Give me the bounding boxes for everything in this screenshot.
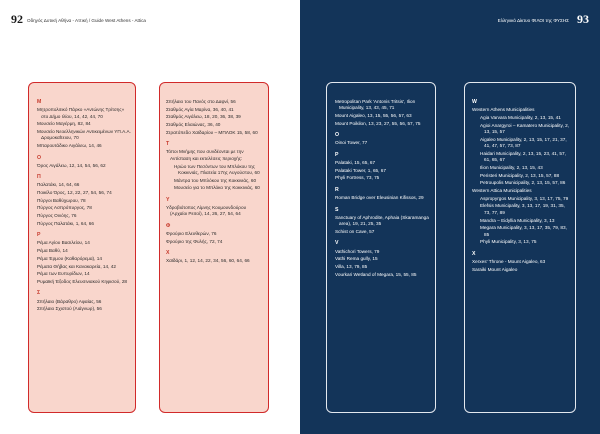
- index-entry: Σπήλαιο Σχιστού (Λιάγνωρ), 56: [37, 306, 102, 312]
- index-subentry: Ηρώο των Πεσόντων του Μπλόκου της Κοκκινιάς, Πλατεία 17ης Αυγούστου, 60: [174, 163, 260, 175]
- index-entry: Mount Aigaleo, 13, 15, 55, 56, 57, 63: [335, 113, 412, 119]
- index-entry: Western Athens Municipalities: [472, 107, 535, 113]
- index-letter-heading: Υ: [166, 196, 170, 203]
- index-entry: Mount Poikilon, 13, 23, 27, 55, 56, 57, 75: [335, 120, 421, 126]
- index-entry: Παλατάκι, 14, 64, 66: [37, 182, 80, 188]
- index-letter-heading: R: [335, 186, 339, 193]
- index-entry: Xerxes' Throne - Mount Aigaleo, 63: [472, 258, 546, 264]
- index-entry: Western Attica Municipalities: [472, 188, 532, 193]
- running-header: Ελληνικό Δίκτυο ΦΙΛΟΙ της ΦΥΣΗΣ: [497, 18, 569, 23]
- page-number: 92: [11, 12, 23, 26]
- index-entry: Schist on Cave, 57: [335, 228, 375, 234]
- index-entry: Ρέμα Έρμου (Καθαρόρεμα), 14: [37, 255, 102, 261]
- index-subentry: Elefsis Municipality, 3, 13, 17, 19, 31, 35, 73, 77, 89: [480, 203, 565, 215]
- index-letter-heading: W: [472, 99, 477, 105]
- index-entry: Μητροπολιτικό Πάρκο «Αντώνης Τρίτσης» στο Δήμο Ιλίου, 14, 42, 44, 70: [37, 107, 125, 119]
- index-entry: Vathi Rema gully, 15: [335, 256, 378, 262]
- index-letter-heading: X: [472, 250, 476, 257]
- right-page: [300, 0, 600, 434]
- index-entry: Ρυμαϊκή Έξοδος Ελευσινιακού Κηφισού, 28: [37, 278, 128, 284]
- index-entry: Villa, 13, 79, 85: [335, 263, 368, 269]
- index-entry: Palataki Tower, 1, 65, 67: [335, 167, 386, 173]
- index-letter-heading: O: [335, 132, 340, 139]
- index-entry: Όρος Αιγάλεω, 12, 14, 54, 56, 62: [37, 162, 106, 168]
- index-entry: Σταθμός Αγία Μαρίνα, 36, 40, 41: [166, 106, 234, 112]
- index-subentry: Megara Municipality, 3, 13, 17, 35, 79, 83, 85: [480, 225, 567, 237]
- index-entry: Σπήλαιο του Πανός στο Δαφνί, 56: [166, 99, 236, 104]
- index-entry: Saraiki Mount Aigaleo: [472, 266, 518, 272]
- index-entry: Σταθμός Ελαιώνας, 36, 40: [166, 122, 221, 128]
- index-entry: Πύργος Ασπρόπυργος, 78: [37, 205, 92, 211]
- index-subentry: Μάντρα του Μπλόκου της Κοκκινιάς, 60: [174, 177, 257, 183]
- index-letter-heading: Χ: [166, 250, 170, 257]
- index-entry: Metropolitan Park 'Antonis Tritsis', Ilion Municipality, 13, 43, 45, 71: [335, 99, 416, 111]
- index-entry: Πύργος Οινόης, 76: [37, 213, 77, 219]
- index-letter-heading: Σ: [37, 290, 41, 297]
- index-subentry: Agia Varvara Municipality, 2, 13, 15, 41: [480, 114, 561, 120]
- index-letter-heading: Ο: [37, 154, 42, 161]
- index-subentry: Agioi Anargyroi – Kamatero Municipality, 2, 13, 15, 57: [480, 122, 570, 134]
- page-number: 93: [577, 12, 589, 26]
- index-entry: Στρατόπεδο Χαϊδαρίου – ΜΠΛΟΚ 15, 58, 60: [166, 129, 258, 135]
- index-entry: Sanctuary of Aphrodite, Aphaia (Skaramanga area), 19, 21, 25, 35: [335, 214, 429, 227]
- index-subentry: Ilion Municipality, 2, 13, 15, 43: [480, 164, 543, 170]
- index-column-4: [472, 99, 572, 274]
- index-subentry: Aspropyrgos Municipality, 3, 13, 17, 75, 79: [480, 195, 569, 201]
- index-entry: Ρέμα Αγίου Βασιλείου, 14: [37, 240, 90, 246]
- index-entry: Φρούριο Ελευθερών, 76: [166, 231, 217, 237]
- index-entry: Υδροβιότοπος Λίμνης Κουμουνδούρου (Αρχαίοι Ρειτοί), 14, 26, 27, 54, 64: [166, 204, 247, 217]
- index-letter-heading: Φ: [166, 222, 171, 229]
- index-entry: Ποικίλο Όρος, 12, 22, 27, 54, 56, 74: [37, 190, 112, 196]
- index-column-2: [166, 99, 262, 266]
- index-entry: Μουσείο Νεοελληνικών Αντικειμένων ΥΠ.Α.Α. Δρομοκαΐτειου, 70: [37, 129, 131, 141]
- index-column-1: [37, 99, 132, 314]
- index-entry: Σταθμός Αιγάλεω, 18, 20, 36, 38, 39: [166, 114, 241, 120]
- index-entry: Πύργος Παλατάκι, 1, 64, 66: [37, 220, 94, 226]
- index-subentry: Phyli Municipality, 3, 13, 75: [480, 239, 537, 245]
- index-entry: Φρούριο της Φυλής, 72, 74: [166, 238, 223, 244]
- index-entry: Πύργοι Βαθύχωρου, 78: [37, 197, 86, 203]
- index-entry: Χαϊδάρι, 1, 12, 14, 22, 34, 56, 60, 64, 66: [166, 258, 250, 264]
- index-entry: Μπαρουτάδικο Αιγάλεω, 14, 46: [37, 143, 102, 149]
- index-subentry: Haidari Municipality, 2, 13, 15, 23, 41, 57, 61, 65, 67: [480, 150, 566, 163]
- index-letter-heading: P: [335, 151, 339, 158]
- index-entry: Palataki, 15, 65, 67: [335, 160, 376, 166]
- index-letter-heading: V: [335, 240, 339, 247]
- index-entry: Vourkari Wetland of Megara, 15, 55, 85: [335, 271, 417, 277]
- index-subentry: Aigaleo Municipality, 2, 13, 15, 17, 21, 37, 41, 47, 57, 73, 87: [480, 136, 567, 149]
- index-entry: Roman Bridge over Eleusinian Kifissos, 29: [335, 195, 424, 201]
- index-entry: Ρέματα Θήβας και Κανακαρεία, 14, 42: [37, 263, 116, 269]
- index-entry: Μουσείο Μαγέρμη, 82, 84: [37, 121, 91, 127]
- running-header: Οδηγός Δυτική Αθήνα - Αττική / Guide West Athens - Attica: [27, 18, 146, 23]
- index-entry: Σπήλαιο (Βάραθρο) Αφαίας, 56: [37, 298, 102, 304]
- index-subentry: Μουσείο για το Μπλόκο της Κοκκινιάς, 60: [174, 185, 260, 191]
- index-entry: Τόποι Μνήμης που συνδέονται με την Αντίσταση και εκτελέσεις περιοχής:: [166, 149, 244, 161]
- index-subentry: Mandra – Eidyllia Municipality, 3, 13: [480, 217, 555, 223]
- index-letter-heading: Π: [37, 174, 41, 181]
- index-entry: Ρέμα Βαθύ, 14: [37, 248, 68, 254]
- index-subentry: Peristeri Municipality, 2, 13, 15, 57, 88: [480, 172, 560, 178]
- index-entry: Phyli Fortress, 73, 75: [335, 175, 380, 181]
- index-letter-heading: S: [335, 206, 339, 213]
- index-letter-heading: Ρ: [37, 232, 41, 239]
- index-letter-heading: Τ: [166, 141, 170, 148]
- index-entry: Oinoi Tower, 77: [335, 140, 368, 146]
- index-subentry: Petroupolis Municipality, 2, 13, 15, 57, 86: [480, 180, 566, 186]
- index-column-3: [335, 99, 432, 279]
- index-letter-heading: Μ: [37, 99, 42, 105]
- index-entry: Vathichori Towers, 79: [335, 248, 380, 254]
- index-entry: Ρέμα των Ευπυρίδων, 14: [37, 271, 90, 277]
